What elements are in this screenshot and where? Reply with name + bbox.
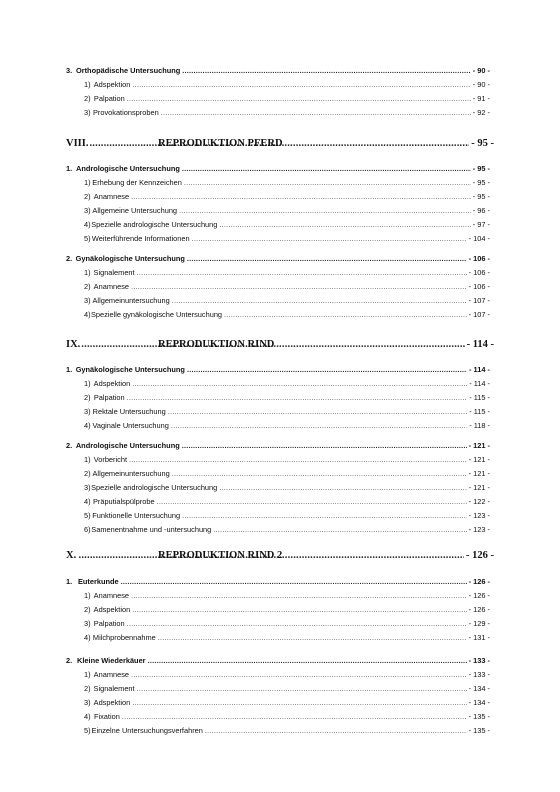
dot-leader [131, 591, 467, 600]
toc-entry-title: Präputialspülprobe [92, 497, 155, 506]
toc-entry-page: - 123 - [468, 525, 490, 534]
toc-entry-number: 2) [84, 469, 91, 478]
toc-entry-page: - 134 - [468, 698, 490, 707]
toc-entry [84, 282, 490, 291]
toc-entry [84, 178, 490, 187]
dot-leader [158, 633, 467, 642]
toc-entry [84, 379, 490, 388]
toc-entry-page: - 106 - [468, 282, 490, 291]
dot-leader [157, 497, 467, 506]
toc-entry-number: 3) [84, 407, 91, 416]
toc-entry-number: 2) [84, 605, 91, 614]
dot-leader [171, 421, 467, 430]
toc-entry-title: Provokationsproben [92, 108, 159, 117]
toc-entry-page: - 121 - [468, 483, 490, 492]
toc-entry-page: - 92 - [472, 108, 490, 117]
toc-entry [84, 483, 490, 492]
toc-entry [84, 511, 490, 520]
toc-entry-number: 4) [84, 712, 91, 721]
toc-entry-number: 1) [84, 455, 91, 464]
toc-entry-page: - 114 - [469, 365, 490, 374]
toc-entry-page: - 126 - [468, 577, 490, 586]
toc-entry-number: 2) [84, 282, 91, 291]
toc-entry-title: Anamnese [93, 282, 130, 291]
toc-entry-title: REPRODUKTION RIND [158, 339, 275, 350]
toc-entry [66, 365, 490, 374]
dot-leader [131, 192, 471, 201]
toc-entry-page: - 133 - [468, 656, 490, 665]
toc-entry-number: 4) [84, 497, 91, 506]
dot-leader [187, 365, 467, 374]
toc-entry [84, 393, 490, 402]
toc-entry-title: Allgemeine Untersuchung [92, 206, 178, 215]
toc-entry-page: - 133 - [468, 670, 490, 679]
dot-leader [182, 511, 467, 520]
toc-entry-page: - 121 - [468, 469, 490, 478]
toc-entry [66, 339, 494, 350]
toc-entry [66, 550, 494, 561]
toc-entry [66, 254, 490, 263]
toc-entry-number: 3) [84, 296, 91, 305]
toc-entry-title: Anamnese [93, 670, 130, 679]
toc-entry-number: 4) [84, 220, 91, 229]
toc-entry-title: Andrologische Untersuchung [75, 441, 180, 450]
toc-entry [84, 407, 490, 416]
dot-leader [179, 206, 471, 215]
toc-entry [84, 698, 490, 707]
toc-entry-number: 1. [66, 577, 73, 586]
toc-entry-page: - 91 - [472, 94, 490, 103]
toc-entry-page: - 118 - [469, 421, 490, 430]
toc-entry [84, 497, 490, 506]
dot-leader [213, 525, 466, 534]
toc-entry-title: Adspektion [93, 80, 131, 89]
dot-leader [219, 220, 470, 229]
toc-entry-number: 2. [66, 441, 73, 450]
dot-leader [161, 108, 471, 117]
toc-entry-page: - 135 - [468, 726, 490, 735]
toc-entry-page: - 122 - [468, 497, 490, 506]
toc-entry-number: 3) [84, 619, 91, 628]
toc-entry-title: Spezielle andrologische Untersuchung [91, 483, 218, 492]
toc-entry-title: Weiterführende Informationen [91, 234, 190, 243]
toc-entry [66, 66, 490, 75]
toc-entry-number: 6) [84, 525, 91, 534]
dot-leader [137, 268, 467, 277]
toc-entry-page: - 97 - [472, 220, 490, 229]
toc-entry-page: - 95 - [472, 178, 490, 187]
toc-entry-title: Adspektion [93, 698, 131, 707]
dot-leader [184, 178, 471, 187]
toc-entry-number: 2) [84, 393, 91, 402]
toc-entry [66, 656, 490, 665]
toc-entry-page: - 126 - [468, 605, 490, 614]
toc-entry-title: Gynäkologische Untersuchung [75, 365, 185, 374]
toc-entry-number: 4) [84, 633, 91, 642]
toc-entry-number: 1. [66, 164, 73, 173]
toc-entry [84, 108, 490, 117]
toc-entry [84, 310, 490, 319]
toc-entry-page: - 126 - [468, 591, 490, 600]
toc-entry-number: 3) [84, 108, 91, 117]
dot-leader [205, 726, 467, 735]
dot-leader [127, 619, 467, 628]
toc-entry-title: Allgemeinuntersuchung [92, 296, 170, 305]
toc-entry-number: 2. [66, 254, 73, 263]
toc-entry-number: 4) [84, 310, 91, 319]
toc-entry-page: - 115 - [469, 407, 490, 416]
toc-entry-number: 3) [84, 483, 91, 492]
toc-entry-title: Spezielle andrologische Untersuchung [91, 220, 218, 229]
dot-leader [132, 698, 466, 707]
toc-entry-title: Anamnese [93, 591, 130, 600]
toc-entry [84, 633, 490, 642]
toc-entry [84, 469, 490, 478]
toc-entry [84, 670, 490, 679]
toc-entry-page: - 95 - [472, 192, 490, 201]
dot-leader [192, 234, 467, 243]
toc-entry-title: Spezielle gynäkologische Untersuchung [90, 310, 223, 319]
toc-entry-page: - 106 - [468, 268, 490, 277]
toc-entry-number: X. [66, 550, 77, 561]
toc-entry-title: Allgemeinuntersuchung [92, 469, 170, 478]
toc-entry-page: - 95 - [471, 138, 494, 149]
toc-entry [84, 421, 490, 430]
toc-entry-title: REPRODUKTION PFERD [158, 138, 283, 149]
toc-entry-page: - 131 - [468, 633, 490, 642]
dot-leader [131, 670, 467, 679]
toc-entry-title: Anamnese [93, 192, 130, 201]
toc-entry-title: Signalement [93, 684, 135, 693]
dot-leader [187, 254, 467, 263]
toc-entry-number: 1) [84, 178, 91, 187]
toc-entry-number: 5) [84, 511, 91, 520]
toc-entry-title: Palpation [93, 94, 125, 103]
toc-entry-title: Funktionelle Untersuchung [92, 511, 181, 520]
toc-entry-page: - 126 - [466, 550, 494, 561]
dot-leader [129, 455, 467, 464]
toc-entry-title: Kleine Wiederkäuer [77, 656, 146, 665]
toc-entry-title: Gynäkologische Untersuchung [75, 254, 185, 263]
dot-leader [137, 684, 467, 693]
toc-entry-number: 1) [84, 80, 91, 89]
toc-entry-title: Orthopädische Untersuchung [75, 66, 181, 75]
toc-entry-number: 1) [84, 379, 91, 388]
toc-entry-page: - 90 - [472, 66, 490, 75]
toc-entry-page: - 107 - [468, 296, 490, 305]
dot-leader [132, 80, 470, 89]
toc-entry-number: 5) [84, 726, 91, 735]
dot-leader [127, 94, 471, 103]
toc-entry-title: REPRODUKTION RIND 2 [158, 550, 283, 561]
toc-entry-page: - 95 - [472, 164, 490, 173]
toc-entry-page: - 96 - [472, 206, 490, 215]
toc-entry-title: Adspektion [93, 605, 131, 614]
toc-entry-number: 3) [84, 206, 91, 215]
toc-entry-page: - 123 - [468, 511, 490, 520]
dot-leader [172, 469, 467, 478]
dot-leader [121, 577, 467, 586]
dot-leader [182, 66, 470, 75]
toc-entry-title: Samenentnahme und -untersuchung [91, 525, 212, 534]
toc-entry [66, 441, 490, 450]
toc-entry-page: - 90 - [472, 80, 490, 89]
dot-leader [219, 483, 466, 492]
toc-entry-number: 3. [66, 66, 73, 75]
toc-entry-page: - 114 - [469, 379, 490, 388]
toc-entry-page: - 114 - [466, 339, 494, 350]
toc-entry-title: Palpation [93, 393, 125, 402]
dot-leader [182, 164, 471, 173]
toc-entry-number: 2) [84, 94, 91, 103]
toc-entry-page: - 121 - [468, 455, 490, 464]
toc-entry-title: Erhebung der Kennzeichen [92, 178, 182, 187]
toc-entry-number: 2. [66, 656, 73, 665]
toc-entry-number: VIII. [66, 138, 89, 149]
toc-entry-title: Palpation [93, 619, 125, 628]
toc-entry-number: 4) [84, 421, 91, 430]
toc-entry-number: 1) [84, 591, 91, 600]
toc-entry-number: 1) [84, 268, 91, 277]
toc-entry [84, 80, 490, 89]
toc-entry-title: Signalement [93, 268, 135, 277]
dot-leader [131, 282, 467, 291]
dot-leader [168, 407, 467, 416]
toc-entry-title: Andrologische Untersuchung [75, 164, 180, 173]
toc-entry-page: - 129 - [468, 619, 490, 628]
toc-entry-number: 2) [84, 192, 91, 201]
toc-entry-title: Milchprobennahme [92, 633, 156, 642]
toc-entry [84, 220, 490, 229]
toc-entry [84, 684, 490, 693]
toc-entry [84, 455, 490, 464]
dot-leader [122, 712, 467, 721]
toc-entry-title: Adspektion [93, 379, 131, 388]
dot-leader [224, 310, 467, 319]
toc-entry-page: - 106 - [468, 254, 490, 263]
dot-leader [172, 296, 467, 305]
toc-entry [66, 138, 494, 149]
dot-leader [148, 656, 467, 665]
toc-entry-page: - 134 - [468, 684, 490, 693]
dot-leader [182, 441, 467, 450]
toc-entry-number: 1) [84, 670, 91, 679]
toc-entry [84, 726, 490, 735]
toc-entry-page: - 107 - [468, 310, 490, 319]
dot-leader [127, 393, 468, 402]
toc-entry [84, 605, 490, 614]
toc-entry-number: 2) [84, 684, 91, 693]
toc-entry-number: 1. [66, 365, 73, 374]
toc-entry-number: 5) [84, 234, 91, 243]
toc-entry [84, 591, 490, 600]
toc-entry-page: - 121 - [468, 441, 490, 450]
toc-entry [84, 525, 490, 534]
toc-entry [66, 164, 490, 173]
toc-entry-title: Einzelne Untersuchungsverfahren [91, 726, 203, 735]
toc-entry-page: - 115 - [469, 393, 490, 402]
toc-entry-page: - 104 - [468, 234, 490, 243]
dot-leader [132, 379, 467, 388]
toc-entry-title: Vorbericht [93, 455, 128, 464]
toc-entry [84, 296, 490, 305]
toc-entry-title: Euterkunde [77, 577, 119, 586]
toc-entry [84, 268, 490, 277]
toc-entry [84, 234, 490, 243]
toc-entry-title: Fixation [93, 712, 120, 721]
toc-entry-title: Rektale Untersuchung [92, 407, 166, 416]
toc-entry-number: 3) [84, 698, 91, 707]
toc-entry [84, 206, 490, 215]
toc-entry-page: - 135 - [468, 712, 490, 721]
toc-entry [84, 192, 490, 201]
toc-entry [84, 619, 490, 628]
toc-entry-title: Vaginale Untersuchung [92, 421, 169, 430]
dot-leader [132, 605, 466, 614]
toc-entry [66, 577, 490, 586]
toc-entry-number: IX. [66, 339, 81, 350]
toc-entry [84, 94, 490, 103]
toc-entry [84, 712, 490, 721]
